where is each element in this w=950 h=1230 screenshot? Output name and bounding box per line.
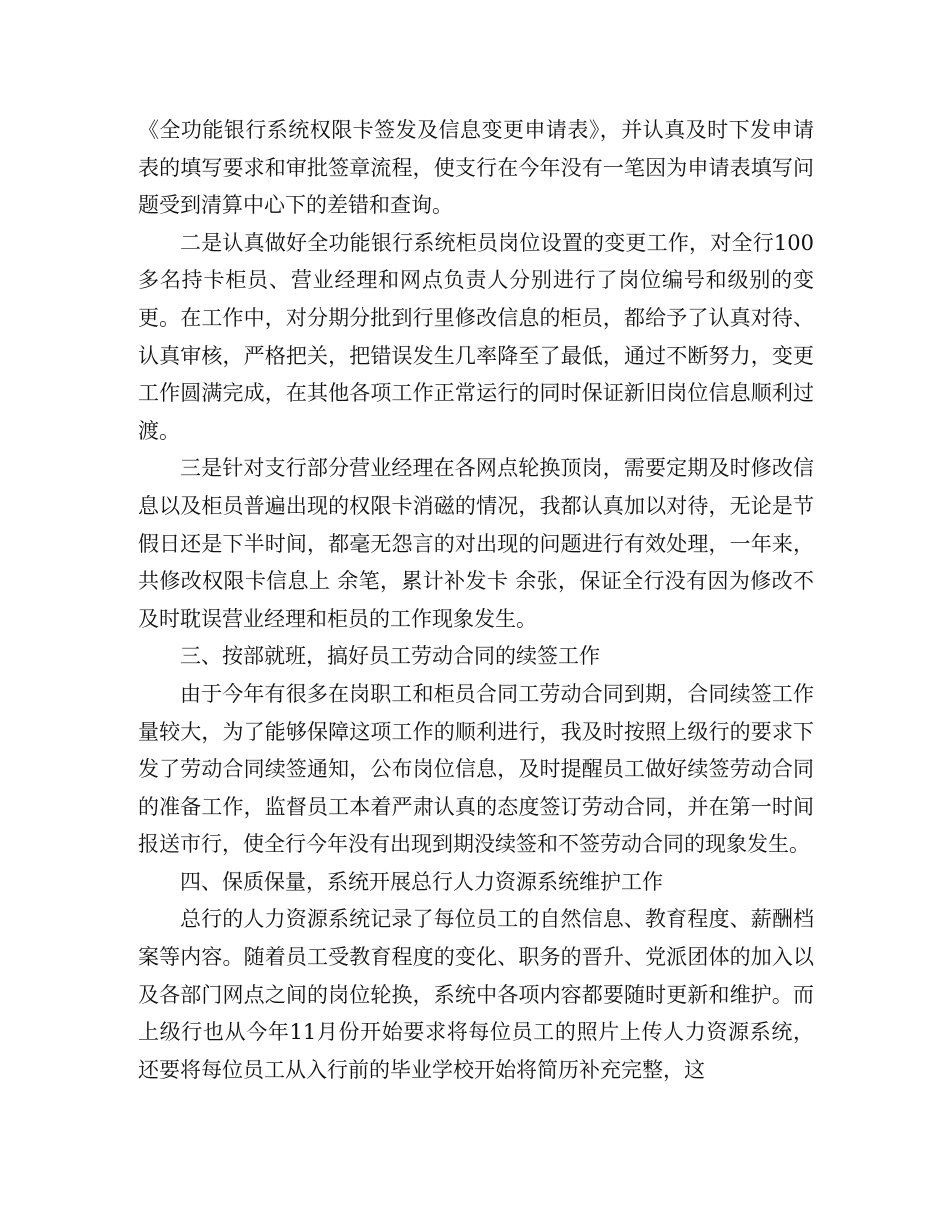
section-heading-hr-system: 四、保质保量，系统开展总行人力资源系统维护工作 — [180, 869, 663, 894]
document-body — [138, 112, 814, 1089]
paragraph-hr-system-maintenance: 总行的人力资源系统记录了每位员工的自然信息、教育程度、薪酬档案等内容。随着员工受教育程度的变化、职务的晋升、党派团体的加入以及各部门网点之间的岗位轮换，系统中各项内容都要随时更新和维护。而上级行也从今年11月份开始要求将每位员工的照片上传人力资源系统，还要将每位员工从入行前的毕业学校开始将简历补充完整，这 — [138, 907, 814, 1082]
paragraph-application-form: 《全功能银行系统权限卡签发及信息变更申请表》，并认真及时下发申请表的填写要求和审批签章流程，使支行在今年没有一笔因为申请表填写问题受到清算中心下的差错和查询。 — [138, 118, 814, 218]
paragraph-post-setting-change: 二是认真做好全功能银行系统柜员岗位设置的变更工作，对全行100多名持卡柜员、营业经理和网点负责人分别进行了岗位编号和级别的变更。在工作中，对分期分批到行里修改信息的柜员，都给予了认真对待、认真审核，严格把关，把错误发生几率降至了最低，通过不断努力，变更工作圆满完成，在其他各项工作正常运行的同时保证新旧岗位信息顺利过渡。 — [138, 230, 814, 443]
paragraph-labor-contract-renewal: 由于今年有很多在岗职工和柜员合同工劳动合同到期，合同续签工作量较大，为了能够保障这项工作的顺利进行，我及时按照上级行的要求下发了劳动合同续签通知，公布岗位信息，及时提醒员工做好续签劳动合同的准备工作，监督员工本着严肃认真的态度签订劳动合同，并在第一时间报送市行，使全行今年没有出现到期没续签和不签劳动合同的现象发生。 — [138, 681, 814, 857]
paragraph-permission-card-maintenance: 三是针对支行部分营业经理在各网点轮换顶岗，需要定期及时修改信息以及柜员普遍出现的权限卡消磁的情况，我都认真加以对待，无论是节假日还是下半时间，都毫无怨言的对出现的问题进行有效处理，一年来，共修改权限卡信息上 余笔，累计补发卡 余张，保证全行没有因为修改不及时耽误营业经理和柜员的工作现象发生。 — [138, 456, 814, 631]
section-heading-labor-contract: 三、按部就班，搞好员工劳动合同的续签工作 — [180, 644, 600, 669]
